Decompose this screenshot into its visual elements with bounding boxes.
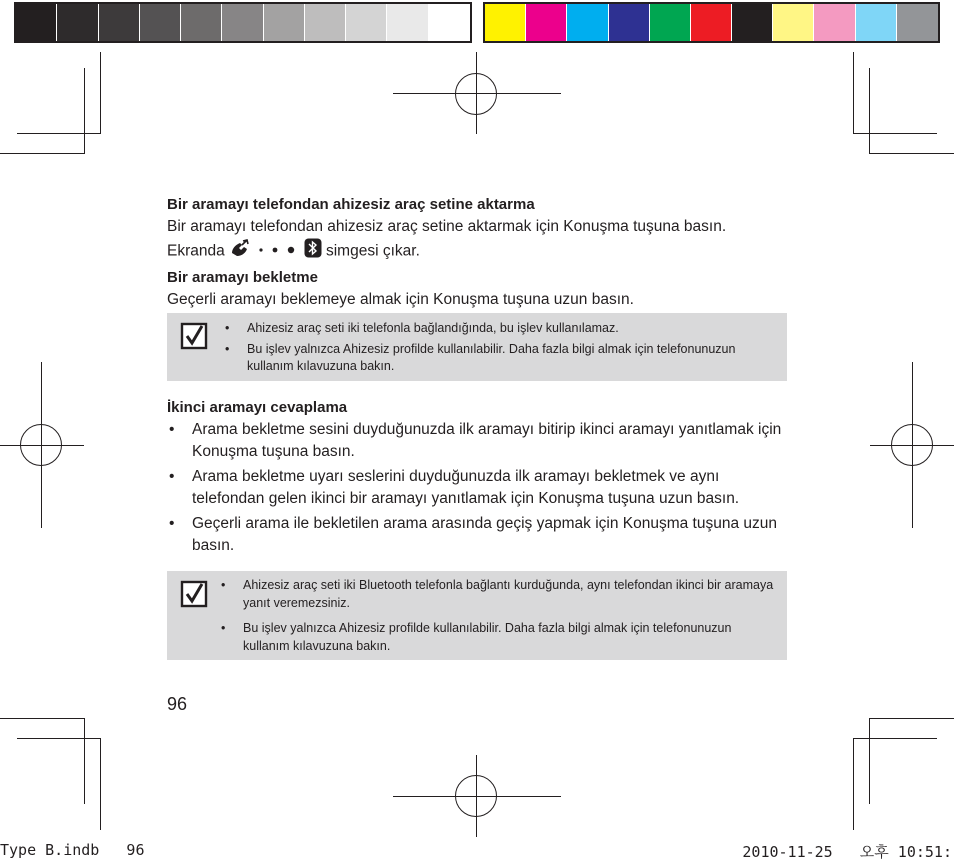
crop-mark	[869, 718, 954, 719]
screen-icon-line	[167, 238, 787, 265]
color-swatch	[567, 4, 608, 41]
phone-icon	[229, 239, 251, 264]
color-swatch	[650, 4, 691, 41]
crop-mark	[100, 52, 101, 134]
crop-mark	[853, 738, 854, 830]
section-call-waiting	[167, 397, 787, 560]
crop-mark	[869, 718, 870, 804]
color-swatch	[732, 4, 773, 41]
section-body-transfer: Bir aramayı telefondan ahizesiz araç setine aktarmak için Konuşma tuşuna basın.	[167, 218, 727, 235]
section-heading-transfer: Bir aramayı telefondan ahizesiz araç setine aktarma	[167, 196, 535, 213]
color-swatch	[856, 4, 897, 41]
crop-mark	[853, 133, 937, 134]
crop-mark	[17, 133, 101, 134]
color-swatch	[140, 4, 181, 41]
checkbox-icon	[179, 321, 209, 351]
crop-mark	[17, 738, 101, 739]
crop-mark	[100, 738, 101, 830]
list-item: • Arama bekletme uyarı seslerini duyduğunuzda ilk aramayı bekletmek ve aynı telefondan gelen ikinci bir aramayı yanıtlamak için Konuşma tuşuna uzun basın.	[167, 466, 787, 510]
color-swatch	[429, 4, 470, 41]
crop-mark	[869, 68, 870, 154]
crop-mark	[869, 153, 954, 154]
note-item: • Bu işlev yalnızca Ahizesiz profilde kullanılabilir. Daha fazla bilgi almak için telefonunuzun kullanım kılavuzuna bakın.	[223, 341, 779, 376]
color-swatch	[16, 4, 57, 41]
color-swatch	[485, 4, 526, 41]
color-swatch	[773, 4, 814, 41]
note-box	[167, 571, 787, 660]
crop-mark	[84, 718, 85, 804]
dots-icon	[255, 241, 299, 263]
crop-mark	[853, 52, 854, 134]
color-swatch	[181, 4, 222, 41]
bluetooth-icon	[304, 238, 322, 265]
crop-mark	[853, 738, 937, 739]
gray-color-bar	[14, 2, 472, 43]
color-swatch	[264, 4, 305, 41]
checkbox-icon	[179, 579, 209, 609]
color-swatch	[609, 4, 650, 41]
crop-mark	[0, 718, 85, 719]
screen-prefix: Ekranda	[167, 242, 225, 260]
color-swatch	[526, 4, 567, 41]
crop-mark	[84, 68, 85, 154]
color-swatch	[222, 4, 263, 41]
note-box	[167, 313, 787, 381]
process-color-bar	[483, 2, 940, 43]
color-swatch	[99, 4, 140, 41]
color-swatch	[897, 4, 938, 41]
list-item: • Arama bekletme sesini duyduğunuzda ilk aramayı bitirip ikinci aramayı yanıtlamak için Konuşma tuşuna basın.	[167, 419, 787, 463]
color-swatch	[814, 4, 855, 41]
slug-timestamp: 2010-11-25 오후 10:51:	[742, 843, 952, 861]
page-content	[167, 194, 787, 311]
color-swatch	[346, 4, 387, 41]
note-item: • Bu işlev yalnızca Ahizesiz profilde kullanılabilir. Daha fazla bilgi almak için telefonunuzun kullanım kılavuzuna bakın.	[219, 620, 779, 655]
color-swatch	[387, 4, 428, 41]
color-swatch	[57, 4, 98, 41]
section-heading-hold: Bir aramayı bekletme	[167, 269, 318, 286]
note-item: • Ahizesiz araç seti iki telefonla bağlandığında, bu işlev kullanılamaz.	[223, 320, 779, 338]
screen-suffix: simgesi çıkar.	[325, 242, 420, 260]
section-body-hold: Geçerli aramayı beklemeye almak için Konuşma tuşuna uzun basın.	[167, 291, 634, 308]
slug-filename: Type B.indb 96	[0, 841, 145, 859]
crop-mark	[0, 153, 85, 154]
list-item: • Geçerli arama ile bekletilen arama arasında geçiş yapmak için Konuşma tuşuna uzun basın.	[167, 513, 787, 557]
page-number: 96	[167, 694, 188, 714]
color-swatch	[305, 4, 346, 41]
note-item: • Ahizesiz araç seti iki Bluetooth telefonla bağlantı kurduğunda, aynı telefondan ikinci bir aramaya yanıt veremezsiniz.	[219, 577, 779, 612]
section-heading-second-call: İkinci aramayı cevaplama	[167, 399, 348, 416]
color-swatch	[691, 4, 732, 41]
